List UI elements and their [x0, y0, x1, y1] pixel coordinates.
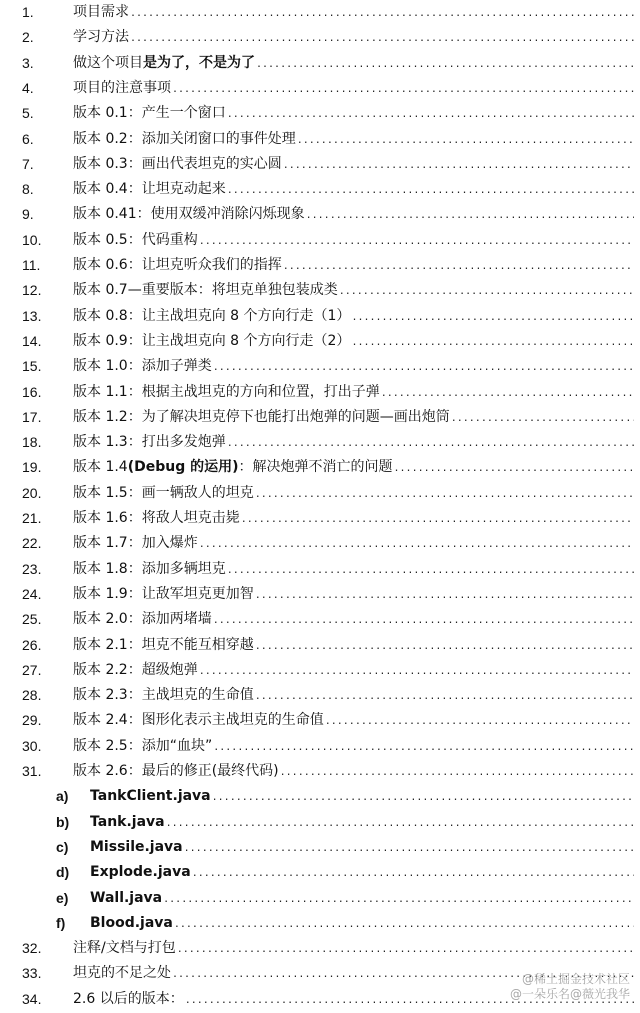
toc-entry-title: [73, 582, 254, 607]
toc-entry: [0, 886, 640, 911]
toc-entry-title: [73, 0, 129, 25]
toc-entry: [0, 202, 640, 227]
toc-entry-number: 10.: [22, 232, 42, 248]
toc-entry-title: [90, 810, 165, 835]
toc-entry-title-segment: 版本 2.3：主战坦克的生命值: [73, 687, 254, 703]
toc-entry-body: [73, 253, 634, 279]
toc-entry-title-segment: ：解决炮弹不消亡的问题: [238, 459, 393, 475]
toc-entry-body: [73, 101, 634, 127]
toc-entry-title: [73, 759, 279, 784]
dot-leader: [130, 1, 634, 26]
toc-entry-title-segment: Missile.java: [90, 839, 183, 855]
dot-leader: [241, 507, 634, 532]
dot-leader: [199, 532, 634, 557]
dot-leader: [130, 26, 634, 51]
toc-entry-title-segment: Wall.java: [90, 890, 163, 906]
toc-entry-body: [73, 329, 634, 355]
dot-leader: [174, 912, 634, 937]
toc-entry-title-segment: Tank.java: [90, 814, 165, 830]
toc-entry-title-segment: 版本 1.3：打出多发炮弹: [73, 434, 226, 450]
toc-entry: [0, 936, 640, 961]
toc-entry: [0, 76, 640, 101]
toc-entry-number: 27.: [22, 662, 42, 678]
toc-entry-title: [73, 430, 226, 455]
toc-entry-body: [73, 177, 634, 203]
toc-entry-title: [73, 380, 380, 405]
toc-entry-body: [73, 304, 634, 330]
toc-entry-body: [90, 810, 634, 836]
toc-entry-body: [73, 228, 634, 254]
toc-entry-title: [73, 607, 212, 632]
toc-entry-body: [73, 481, 634, 507]
toc-entry-title-segment: 版本 0.2：添加关闭窗口的事件处理: [73, 131, 296, 147]
toc-entry-title-segment: 版本 1.2：为了解决坦克停下也能打出炮弹的问题—画出炮筒: [73, 409, 450, 425]
toc-entry-title-segment: 版本 1.1：根据主战坦克的方向和位置，打出子弹: [73, 384, 380, 400]
toc-entry: [0, 658, 640, 683]
toc-entry-title-segment: 版本 2.2：超级炮弹: [73, 662, 198, 678]
toc-entry-title-segment: 版本 1.8：添加多辆坦克: [73, 561, 226, 577]
toc-entry-number: d): [56, 864, 70, 880]
dot-leader: [227, 431, 634, 456]
toc-entry-title-segment: 版本 2.5：添加“血块”: [73, 738, 213, 754]
toc-entry-number: 2.: [22, 29, 34, 45]
toc-entry-title: [73, 152, 282, 177]
toc-entry-number: 24.: [22, 586, 42, 602]
toc-entry: [0, 228, 640, 253]
toc-entry-body: [73, 658, 634, 684]
toc-entry-number: 3.: [22, 55, 34, 71]
toc-entry-number: 33.: [22, 965, 42, 981]
toc-entry: [0, 734, 640, 759]
toc-entry-title-segment: 版本 0.8：让主战坦克向 8 个方向行走（1）: [73, 308, 351, 324]
toc-entry-number: 14.: [22, 333, 42, 349]
dot-leader: [184, 836, 634, 861]
toc-entry-body: [73, 734, 634, 760]
toc-entry-number: 15.: [22, 358, 42, 374]
watermark-line-2: @一朵乐名@薇光我华: [509, 987, 630, 1001]
toc-entry-number: 12.: [22, 282, 42, 298]
toc-entry-title: [90, 886, 162, 911]
toc-entry-title-segment: 版本 1.5：画一辆敌人的坦克: [73, 485, 254, 501]
dot-leader: [192, 861, 634, 886]
toc-entry-body: [73, 455, 634, 481]
toc-entry-title: [73, 734, 212, 759]
toc-entry-number: 28.: [22, 687, 42, 703]
toc-entry: [0, 101, 640, 126]
toc-entry-title: [73, 658, 198, 683]
toc-entry-title: [73, 177, 226, 202]
toc-entry: [0, 557, 640, 582]
toc-entry-body: [73, 633, 634, 659]
toc-entry-number: f): [56, 915, 66, 931]
toc-entry-title-segment: 是为了，不是为了: [143, 55, 255, 71]
toc-entry-title: [90, 835, 183, 860]
toc-entry: [0, 633, 640, 658]
toc-entry-body: [90, 886, 634, 912]
dot-leader: [283, 153, 634, 178]
toc-entry: [0, 531, 640, 556]
toc-entry-number: 25.: [22, 611, 42, 627]
dot-leader: [297, 128, 634, 153]
toc-entry-title-segment: 版本 0.5：代码重构: [73, 232, 198, 248]
toc-entry: [0, 708, 640, 733]
toc-entry-title-segment: 版本 2.0：添加两堵墙: [73, 611, 212, 627]
toc-entry: [0, 127, 640, 152]
toc-entry: [0, 304, 640, 329]
dot-leader: [212, 785, 634, 810]
toc-entry-number: 6.: [22, 131, 34, 147]
toc-entry-number: 18.: [22, 434, 42, 450]
toc-entry-title: [73, 25, 129, 50]
toc-entry-title-segment: 学习方法: [73, 29, 129, 45]
toc-entry-title: [90, 784, 211, 809]
toc-entry-body: [73, 708, 634, 734]
toc-entry-number: 30.: [22, 738, 42, 754]
toc-entry: [0, 683, 640, 708]
toc-entry-number: 1.: [22, 4, 34, 20]
toc-entry: [0, 911, 640, 936]
toc-entry-title: [73, 101, 226, 126]
toc-entry-body: [73, 76, 634, 102]
toc-entry-title: [73, 936, 176, 961]
toc-entry-title-segment: 版本 1.6：将敌人坦克击毙: [73, 510, 240, 526]
toc-entry-body: [73, 0, 634, 26]
toc-entry-body: [73, 51, 634, 77]
toc-entry-body: [73, 582, 634, 608]
toc-entry-title-segment: 版本 1.0：添加子弹类: [73, 358, 212, 374]
toc-entry-title-segment: (Debug 的运用): [127, 459, 239, 475]
dot-leader: [255, 684, 634, 709]
toc-entry-title-segment: 版本 1.4: [73, 459, 128, 475]
toc-entry-title-segment: 版本 0.41：使用双缓冲消除闪烁现象: [73, 206, 305, 222]
dot-leader: [306, 203, 634, 228]
toc-entry: [0, 405, 640, 430]
dot-leader: [227, 102, 634, 127]
toc-entry-body: [73, 759, 634, 785]
toc-entry-body: [73, 506, 634, 532]
dot-leader: [325, 709, 634, 734]
toc-entry: [0, 51, 640, 76]
dot-leader: [199, 659, 634, 684]
toc-entry-body: [73, 25, 634, 51]
toc-entry-title: [73, 987, 184, 1012]
toc-entry-body: [73, 354, 634, 380]
dot-leader: [351, 305, 634, 330]
toc-entry-title: [73, 557, 226, 582]
toc-entry: [0, 278, 640, 303]
toc-entry: [0, 430, 640, 455]
toc-entry-title-segment: 2.6 以后的版本：: [73, 991, 184, 1007]
dot-leader: [227, 178, 634, 203]
toc-entry-title: [90, 860, 191, 885]
toc-entry-number: 7.: [22, 156, 34, 172]
dot-leader: [213, 735, 634, 760]
toc-entry-title: [73, 481, 254, 506]
toc-entry: [0, 329, 640, 354]
dot-leader: [256, 52, 634, 77]
toc-entry-number: 31.: [22, 763, 42, 779]
dot-leader: [280, 760, 634, 785]
dot-leader: [213, 608, 634, 633]
toc-entry-number: 11.: [22, 257, 41, 273]
toc-entry: [0, 455, 640, 480]
toc-entry-number: a): [56, 788, 69, 804]
toc-entry-title-segment: 做这个项目: [73, 55, 143, 71]
toc-entry-title: [73, 405, 450, 430]
dot-leader: [177, 937, 634, 962]
toc-entry-title-segment: 版本 1.7：加入爆炸: [73, 535, 198, 551]
toc-entry-title-segment: 版本 0.7—重要版本：将坦克单独包装成类: [73, 282, 338, 298]
toc-entry-title: [73, 304, 350, 329]
dot-leader: [166, 811, 634, 836]
toc-entry-body: [73, 152, 634, 178]
toc-entry-number: 4.: [22, 80, 34, 96]
toc-entry: [0, 0, 640, 25]
toc-entry: [0, 506, 640, 531]
toc-entry-body: [73, 278, 634, 304]
toc-entry-title: [73, 278, 338, 303]
toc-entry-title: [73, 455, 393, 480]
toc-entry-title-segment: 版本 0.1：产生一个窗口: [73, 105, 226, 121]
toc-entry: [0, 860, 640, 885]
dot-leader: [163, 887, 634, 912]
toc-entry: [0, 177, 640, 202]
toc-entry-body: [73, 936, 634, 962]
toc-entry-number: 32.: [22, 940, 42, 956]
toc-entry-title: [73, 228, 198, 253]
toc-entry-body: [90, 784, 634, 810]
watermark-line-1: @稀土掘金技术社区: [521, 972, 630, 986]
toc-entry: [0, 152, 640, 177]
toc-entry: [0, 481, 640, 506]
toc-entry-number: 8.: [22, 181, 34, 197]
toc-entry: [0, 253, 640, 278]
toc-entry: [0, 354, 640, 379]
toc-entry-title-segment: 版本 0.3：画出代表坦克的实心圆: [73, 156, 282, 172]
toc-entry-number: 16.: [22, 384, 42, 400]
toc-entry-title-segment: 注释/文档与打包: [73, 940, 176, 956]
toc-entry-body: [90, 835, 634, 861]
toc-entry-body: [73, 557, 634, 583]
toc-entry-body: [73, 683, 634, 709]
toc-entry-title: [73, 506, 240, 531]
toc-entry-title: [73, 633, 254, 658]
toc-entry-body: [73, 380, 634, 406]
toc-entry-number: 20.: [22, 485, 42, 501]
toc-entry-title-segment: TankClient.java: [90, 788, 211, 804]
toc-entry-body: [90, 860, 634, 886]
toc-entry-title: [73, 708, 324, 733]
toc-entry: [0, 380, 640, 405]
toc-entry-number: c): [56, 839, 69, 855]
toc-entry: [0, 759, 640, 784]
toc-entry-body: [90, 911, 634, 937]
toc-entry-title: [73, 354, 212, 379]
dot-leader: [255, 583, 634, 608]
toc-entry-title: [90, 911, 173, 936]
watermark: [510, 972, 630, 1002]
toc-entry-title-segment: 版本 2.4：图形化表示主战坦克的生命值: [73, 712, 324, 728]
toc-entry-number: e): [56, 890, 69, 906]
toc-entry-number: 17.: [22, 409, 42, 425]
toc-entry: [0, 582, 640, 607]
dot-leader: [213, 355, 634, 380]
toc-entry-title: [73, 531, 198, 556]
toc-entry: [0, 25, 640, 50]
toc-entry-title: [73, 127, 296, 152]
toc-entry-body: [73, 531, 634, 557]
toc-entry-title: [73, 329, 350, 354]
toc-entry: [0, 810, 640, 835]
toc-entry-title: [73, 961, 171, 986]
dot-leader: [255, 634, 634, 659]
toc-entry-number: 9.: [22, 206, 34, 222]
toc-entry-title-segment: 坦克的不足之处: [73, 965, 171, 981]
toc-entry-title-segment: 版本 0.6：让坦克听众我们的指挥: [73, 257, 282, 273]
toc-entry-number: 13.: [22, 308, 42, 324]
dot-leader: [255, 482, 634, 507]
toc-entry-number: b): [56, 814, 70, 830]
dot-leader: [381, 381, 634, 406]
toc-entry: [0, 784, 640, 809]
toc-entry-number: 29.: [22, 712, 42, 728]
toc-entry: [0, 607, 640, 632]
dot-leader: [394, 456, 634, 481]
toc-entry-title: [73, 253, 282, 278]
toc-entry-title-segment: 项目需求: [73, 4, 129, 20]
toc-entry-body: [73, 430, 634, 456]
toc-entry-body: [73, 607, 634, 633]
dot-leader: [227, 558, 634, 583]
toc-entry-title-segment: 版本 2.6：最后的修正(最终代码): [73, 763, 279, 779]
toc-entry-number: 34.: [22, 991, 42, 1007]
toc-entry-title: [73, 683, 254, 708]
toc-entry-number: 21.: [22, 510, 42, 526]
dot-leader: [283, 254, 634, 279]
toc-entry-title-segment: 版本 1.9：让敌军坦克更加智: [73, 586, 254, 602]
toc-entry-body: [73, 127, 634, 153]
dot-leader: [351, 330, 634, 355]
toc-entry-number: 26.: [22, 637, 42, 653]
toc-entry-title: [73, 76, 171, 101]
dot-leader: [172, 77, 634, 102]
toc-entry-title: [73, 202, 305, 227]
toc-entry-title-segment: Explode.java: [90, 864, 191, 880]
toc-entry-title-segment: 版本 0.4：让坦克动起来: [73, 181, 226, 197]
toc-entry-number: 22.: [22, 535, 42, 551]
toc-entry-number: 5.: [22, 105, 34, 121]
dot-leader: [339, 279, 634, 304]
toc-entry: [0, 835, 640, 860]
toc-entry-title-segment: 版本 0.9：让主战坦克向 8 个方向行走（2）: [73, 333, 351, 349]
toc-entry-number: 23.: [22, 561, 42, 577]
toc-entry-title-segment: Blood.java: [90, 915, 173, 931]
toc-entry-title: [73, 51, 255, 76]
toc-entry-number: 19.: [22, 459, 42, 475]
dot-leader: [199, 229, 634, 254]
toc-entry-body: [73, 202, 634, 228]
toc-entry-title-segment: 项目的注意事项: [73, 80, 171, 96]
toc-entry-title-segment: 版本 2.1：坦克不能互相穿越: [73, 637, 254, 653]
toc-entry-body: [73, 405, 634, 431]
dot-leader: [451, 406, 634, 431]
